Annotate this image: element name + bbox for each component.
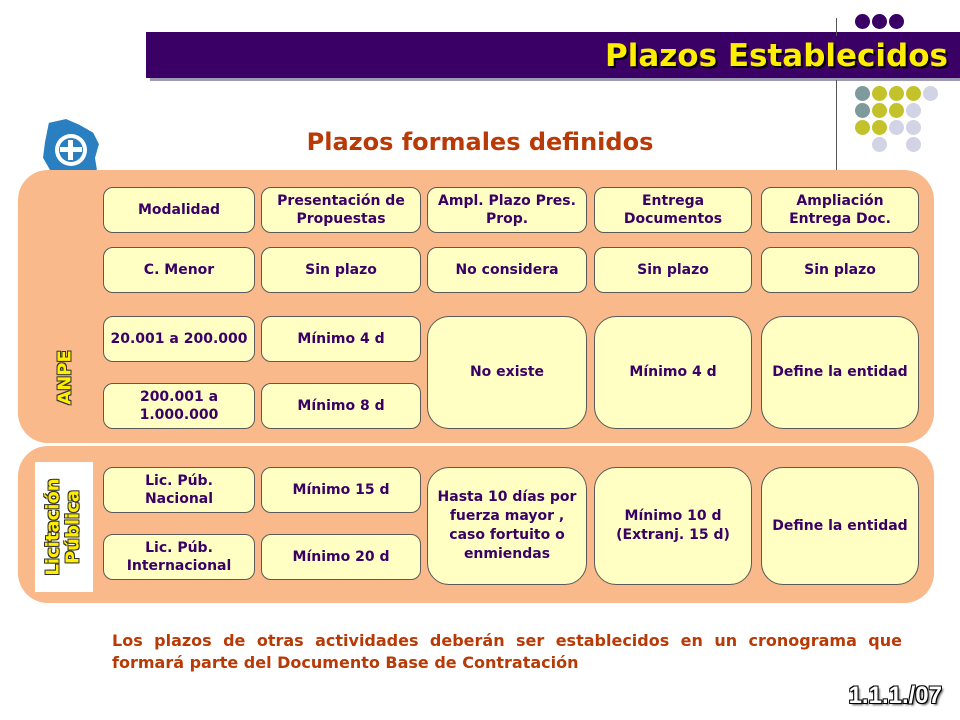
dot-icon (889, 14, 904, 29)
dot-icon (855, 103, 870, 118)
cell-lic-mod-1: Lic. Púb. Nacional (103, 467, 255, 513)
dot-icon (889, 86, 904, 101)
header-presentacion: Presentación de Propuestas (261, 187, 421, 233)
anpe-label-container (38, 318, 92, 436)
cell-lic-entrega: Mínimo 10 d (Extranj. 15 d) (594, 467, 752, 585)
cell-anpe-range-1: 20.001 a 200.000 (103, 316, 255, 362)
cell-anpe-range-2: 200.001 a 1.000.000 (103, 383, 255, 429)
header-ampl-plazo: Ampl. Plazo Pres. Prop. (427, 187, 587, 233)
cell-anpe-plazo-1: Mínimo 4 d (261, 316, 421, 362)
divider-line-top (836, 18, 837, 36)
cell-menor-modalidad: C. Menor (103, 247, 255, 293)
licitacion-label-line-1: Licitación (43, 478, 65, 576)
dot-icon (872, 103, 887, 118)
divider-line (836, 80, 837, 172)
cell-lic-plazo-2: Mínimo 20 d (261, 534, 421, 580)
dot-icon (872, 86, 887, 101)
cell-menor-ampl-entrega: Sin plazo (761, 247, 919, 293)
dot-icon (872, 14, 887, 29)
cell-anpe-entrega: Mínimo 4 d (594, 316, 752, 429)
footer-note: Los plazos de otras actividades deberán ser establecidos en un cronograma que formará parte del Documento Base de Contratación (112, 631, 902, 672)
licitacion-label (44, 478, 84, 575)
section-subtitle: Plazos formales definidos (306, 128, 654, 156)
dot-icon (906, 86, 921, 101)
anpe-label: ANPE (54, 349, 76, 405)
header-ampliacion-entrega: Ampliación Entrega Doc. (761, 187, 919, 233)
slide-code: 1.1.1./07 (848, 682, 942, 709)
cell-lic-mod-2: Lic. Púb. Internacional (103, 534, 255, 580)
cell-menor-presentacion: Sin plazo (261, 247, 421, 293)
header-modalidad: Modalidad (103, 187, 255, 233)
cell-menor-ampl: No considera (427, 247, 587, 293)
licitacion-label-container (35, 462, 93, 592)
header-entrega: Entrega Documentos (594, 187, 752, 233)
dot-icon (855, 86, 870, 101)
dot-icon (889, 103, 904, 118)
page-title: Plazos Establecidos (605, 38, 948, 74)
dot-icon (855, 14, 870, 29)
cell-anpe-ampl: No existe (427, 316, 587, 429)
title-bar-shadow (150, 78, 960, 81)
cell-lic-ampl: Hasta 10 días por fuerza mayor , caso fortuito o enmiendas (427, 467, 587, 585)
cell-anpe-plazo-2: Mínimo 8 d (261, 383, 421, 429)
cell-anpe-ampl-entrega: Define la entidad (761, 316, 919, 429)
cell-lic-plazo-1: Mínimo 15 d (261, 467, 421, 513)
cell-menor-entrega: Sin plazo (594, 247, 752, 293)
licitacion-label-line-2: Pública (63, 489, 85, 565)
dot-icon (923, 86, 938, 101)
dot-icon (906, 103, 921, 118)
cell-lic-ampl-entrega: Define la entidad (761, 467, 919, 585)
